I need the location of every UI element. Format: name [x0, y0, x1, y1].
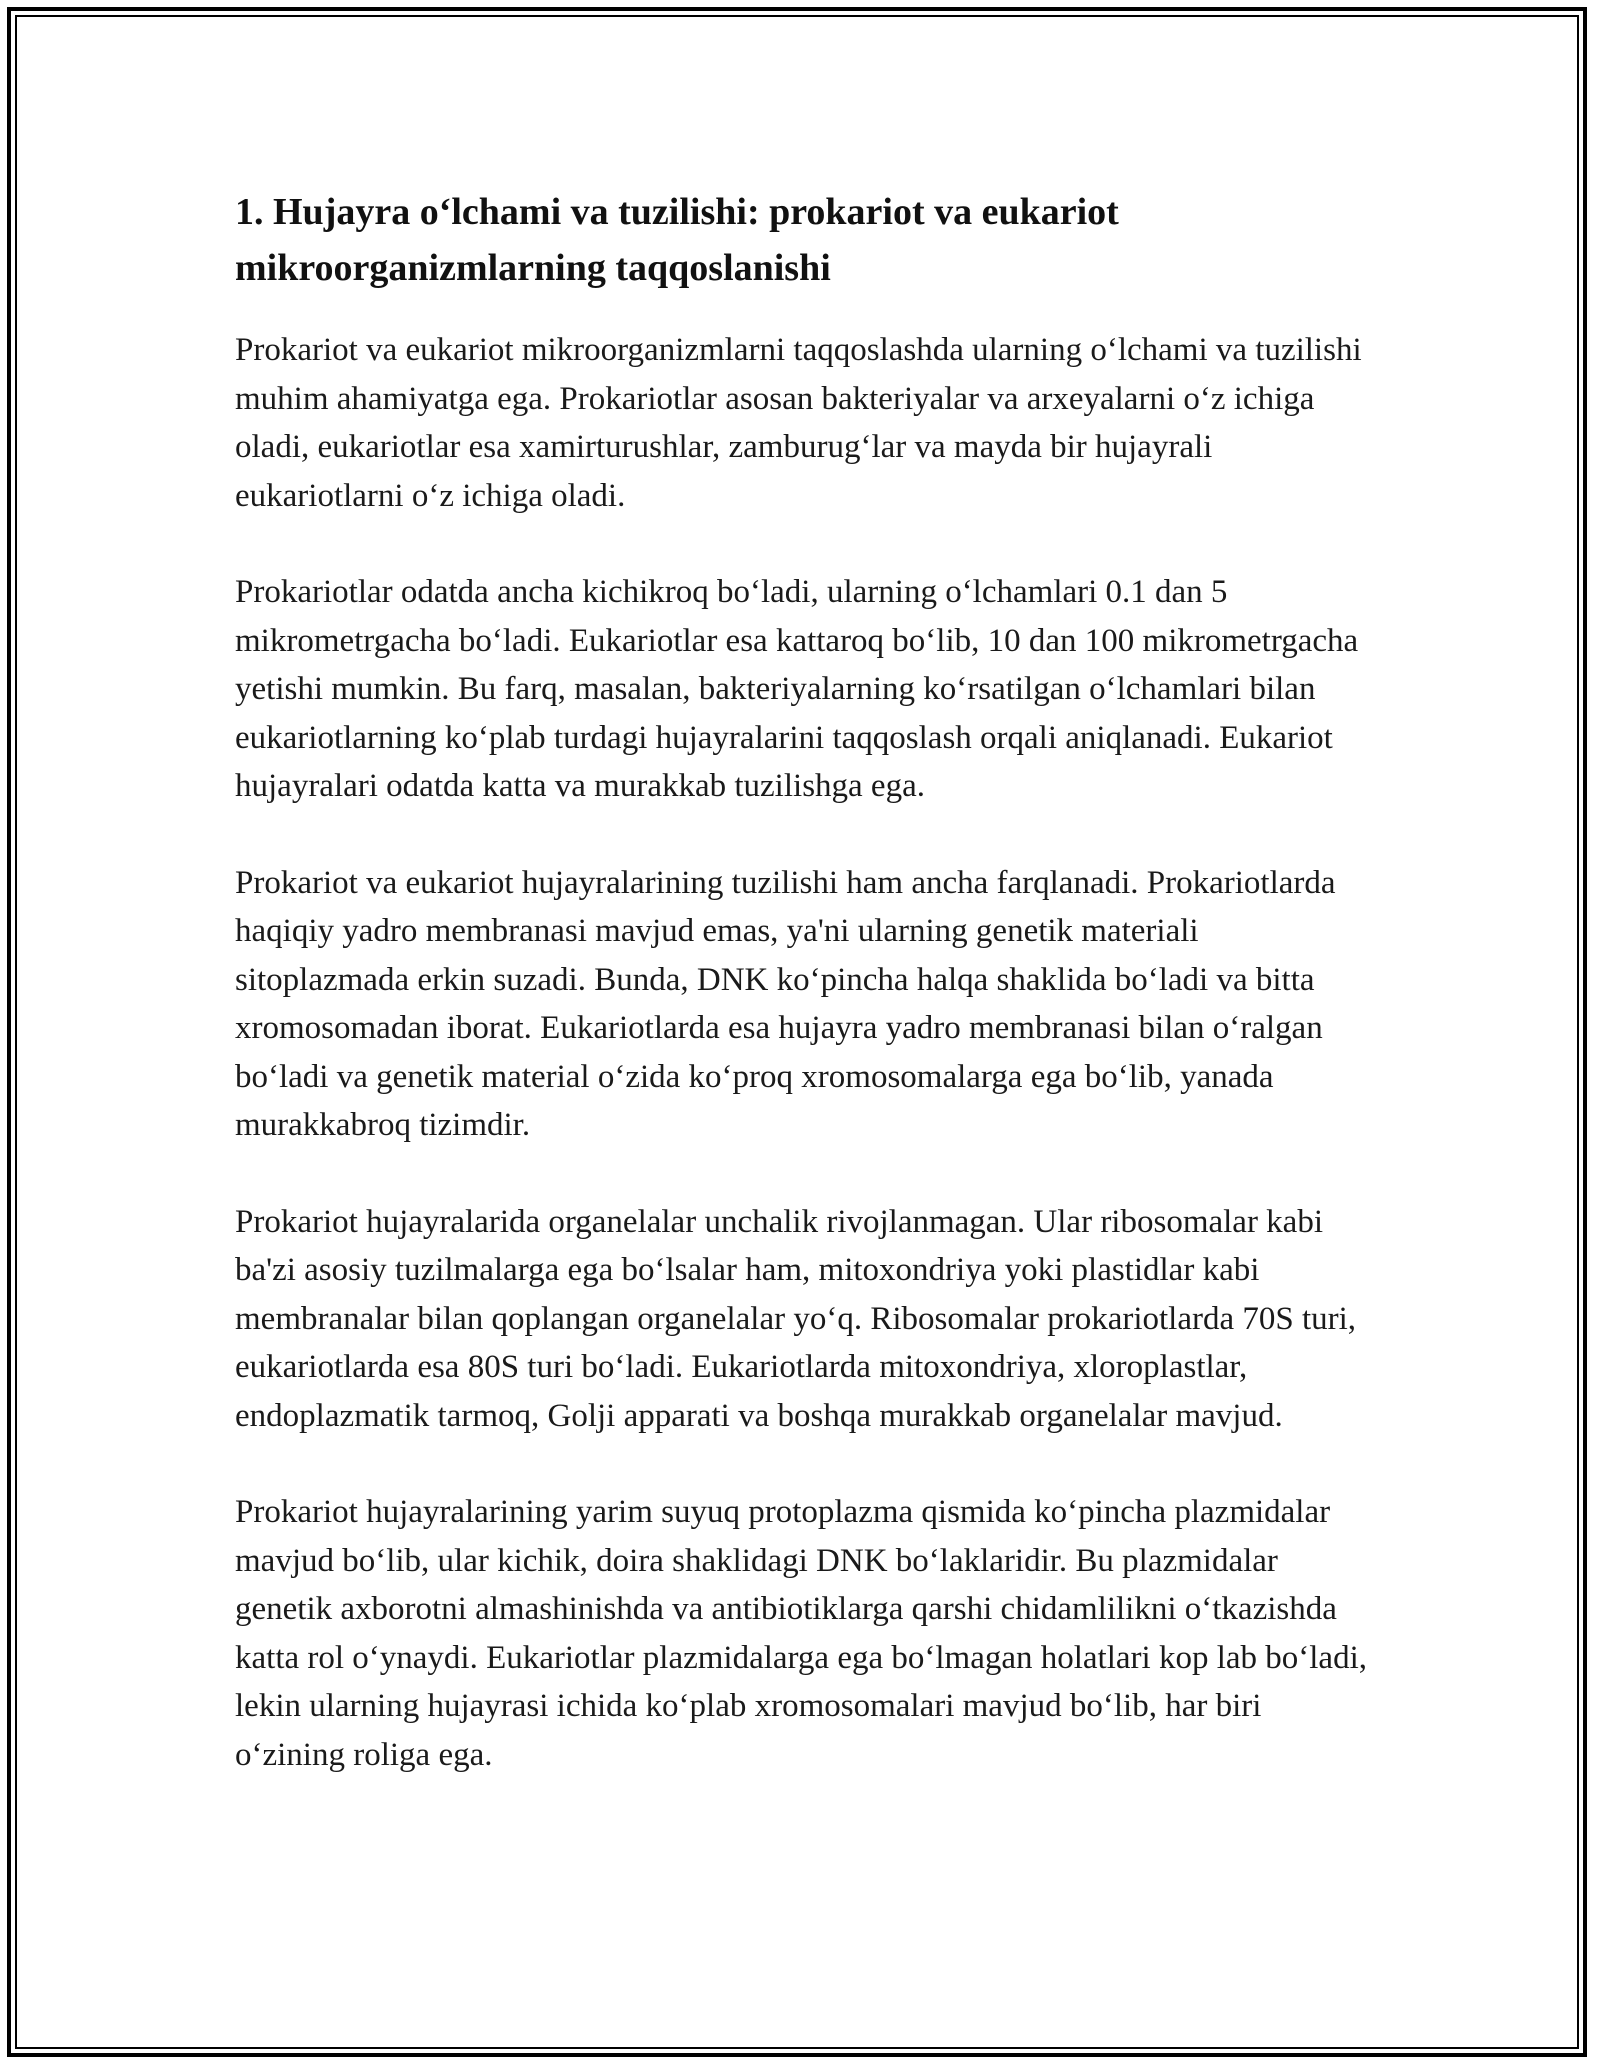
document-title: 1. Hujayra o‘lchami va tuzilishi: prokariot va eukariot mikroorganizmlarning taqqoslanishi	[235, 191, 1119, 289]
paragraph: Prokariot va eukariot hujayralarining tuzilishi ham ancha farqlanadi. Prokariotlarda haqiqiy yadro membranasi mavjud emas, ya'ni ularning genetik materiali sitoplazmada erkin suzadi. Bunda, DNK ko‘pincha halqa shaklida bo‘ladi va bitta xromosomadan iborat. Eukariotlarda esa hujayra yadro membranasi bilan o‘ralgan bo‘ladi va genetik material o‘zida ko‘proq xromosomalarga ega bo‘lib, yanada murakkabroq tizimdir.	[235, 864, 1336, 1143]
document-body	[235, 184, 1375, 1827]
paragraph: Prokariot hujayralarining yarim suyuq protoplazma qismida ko‘pincha plazmidalar mavjud bo‘lib, ular kichik, doira shaklidagi DNK bo‘laklaridir. Bu plazmidalar genetik axborotni almashinishda va antibiotiklarga qarshi chidamlilikni o‘tkazishda katta rol o‘ynaydi. Eukariotlar plazmidalarga ega bo‘lmagan holatlari kop lab bo‘ladi, lekin ularning hujayrasi ichida ko‘plab xromosomalari mavjud bo‘lib, har biri o‘zining roliga ega.	[235, 1494, 1367, 1773]
paragraph: Prokariot hujayralarida organelalar unchalik rivojlanmagan. Ular ribosomalar kabi ba'zi asosiy tuzilmalarga ega bo‘lsalar ham, mitoxondriya yoki plastidlar kabi membranalar bilan qoplangan organelalar yo‘q. Ribosomalar prokariotlarda 70S turi, eukariotlarda esa 80S turi bo‘ladi. Eukariotlarda mitoxondriya, xloroplastlar, endoplazmatik tarmoq, Golji apparati va boshqa murakkab organelalar mavjud.	[235, 1203, 1357, 1434]
paragraph: Prokariot va eukariot mikroorganizmlarni taqqoslashda ularning o‘lchami va tuzilishi muhim ahamiyatga ega. Prokariotlar asosan bakteriyalar va arxeyalarni o‘z ichiga oladi, eukariotlar esa xamirturushlar, zamburug‘lar va mayda bir hujayrali eukariotlarni o‘z ichiga oladi.	[235, 332, 1362, 514]
paragraph: Prokariotlar odatda ancha kichikroq bo‘ladi, ularning o‘lchamlari 0.1 dan 5 mikrometrgacha bo‘ladi. Eukariotlar esa kattaroq bo‘lib, 10 dan 100 mikrometrgacha yetishi mumkin. Bu farq, masalan, bakteriyalarning ko‘rsatilgan o‘lchamlari bilan eukariotlarning ko‘plab turdagi hujayralarini taqqoslash orqali aniqlanadi. Eukariot hujayralari odatda katta va murakkab tuzilishga ega.	[235, 574, 1359, 804]
